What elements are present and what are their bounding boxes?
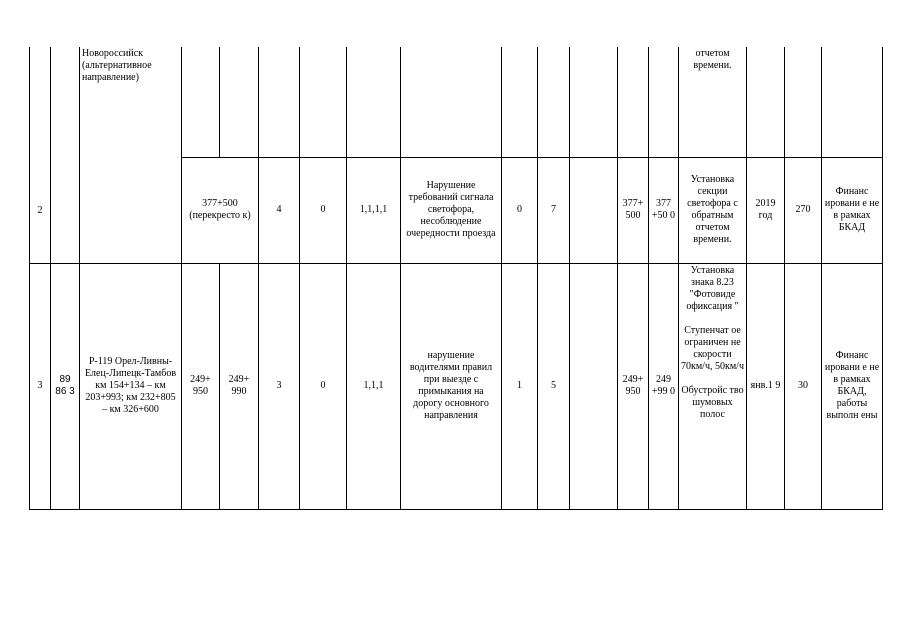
cost-cell: 30 xyxy=(785,263,822,509)
km-end-cell xyxy=(649,47,679,157)
accident-count-cell: 3 xyxy=(259,263,300,509)
measure-noise-strips-text: Обустройс тво шумовых полос xyxy=(681,384,744,420)
dead-count-cell: 0 xyxy=(300,157,347,263)
km-end-cell: 249 +99 0 xyxy=(649,263,679,509)
row-number-cell: 3 xyxy=(30,263,51,509)
cost-cell xyxy=(785,47,822,157)
measures-cell xyxy=(679,263,747,509)
col-a-cell: 1 xyxy=(502,263,538,509)
empty-cell xyxy=(570,157,618,263)
accident-code-cell: 1,1,1 xyxy=(347,263,401,509)
term-cell xyxy=(747,47,785,157)
table-row xyxy=(30,47,883,157)
road-safety-table xyxy=(29,47,883,510)
road-code-cell: 89 86 3 xyxy=(51,263,80,509)
finance-cell: Финанс ировани е не в рамках БКАД xyxy=(822,157,883,263)
location-end-cell: 249+ 990 xyxy=(220,263,259,509)
dead-count-cell: 0 xyxy=(300,263,347,509)
col-b-cell: 7 xyxy=(538,157,570,263)
km-end-cell: 377 +50 0 xyxy=(649,157,679,263)
finance-cell xyxy=(822,47,883,157)
row-number-2: 2 xyxy=(37,204,43,216)
term-cell: 2019 год xyxy=(747,157,785,263)
road-name-cell: Новороссийск (альтернативное направление) xyxy=(80,47,182,263)
location-start-cell: 249+ 950 xyxy=(182,263,220,509)
measures-cell: Установка секции светофора с обратным отчетом времени. xyxy=(679,157,747,263)
road-name-cell: Р-119 Орел-Ливны-Елец-Липецк-Тамбов км 154+134 – км 203+993; км 232+805 – км 326+600 xyxy=(80,263,182,509)
empty-cell xyxy=(570,263,618,509)
measure-speed-text: Ступенчат ое ограничен не скорости 70км/ч, 50км/ч xyxy=(681,324,744,372)
cost-cell: 270 xyxy=(785,157,822,263)
col-b-cell xyxy=(538,47,570,157)
accident-count-cell xyxy=(259,47,300,157)
col-b-cell: 5 xyxy=(538,263,570,509)
dead-count-cell xyxy=(300,47,347,157)
violation-cell: Нарушение требований сигнала светофора, несоблюдение очередности проезда xyxy=(401,157,502,263)
location-cell: 377+500 (перекресто к) xyxy=(182,157,259,263)
measures-cell: отчетом времени. xyxy=(679,47,747,157)
km-start-cell: 249+ 950 xyxy=(618,263,649,509)
term-cell: янв.1 9 xyxy=(747,263,785,509)
accident-count-cell: 4 xyxy=(259,157,300,263)
measure-sign-text: Установка знака 8.23 "Фотовиде офиксация " xyxy=(686,264,739,312)
finance-cell: Финанс ировани е не в рамках БКАД, работы выполн ены xyxy=(822,263,883,509)
col-a-cell: 0 xyxy=(502,157,538,263)
road-code-empty-cell xyxy=(51,47,80,263)
empty-cell xyxy=(570,47,618,157)
table-row xyxy=(30,263,883,509)
col-a-cell xyxy=(502,47,538,157)
location-end-cell xyxy=(220,47,259,157)
accident-code-cell: 1,1,1,1 xyxy=(347,157,401,263)
violation-cell: нарушение водителями правил при выезде с примыкания на дорогу основного направления xyxy=(401,263,502,509)
location-start-cell xyxy=(182,47,220,157)
km-start-cell: 377+ 500 xyxy=(618,157,649,263)
violation-cell xyxy=(401,47,502,157)
km-start-cell xyxy=(618,47,649,157)
accident-code-cell xyxy=(347,47,401,157)
